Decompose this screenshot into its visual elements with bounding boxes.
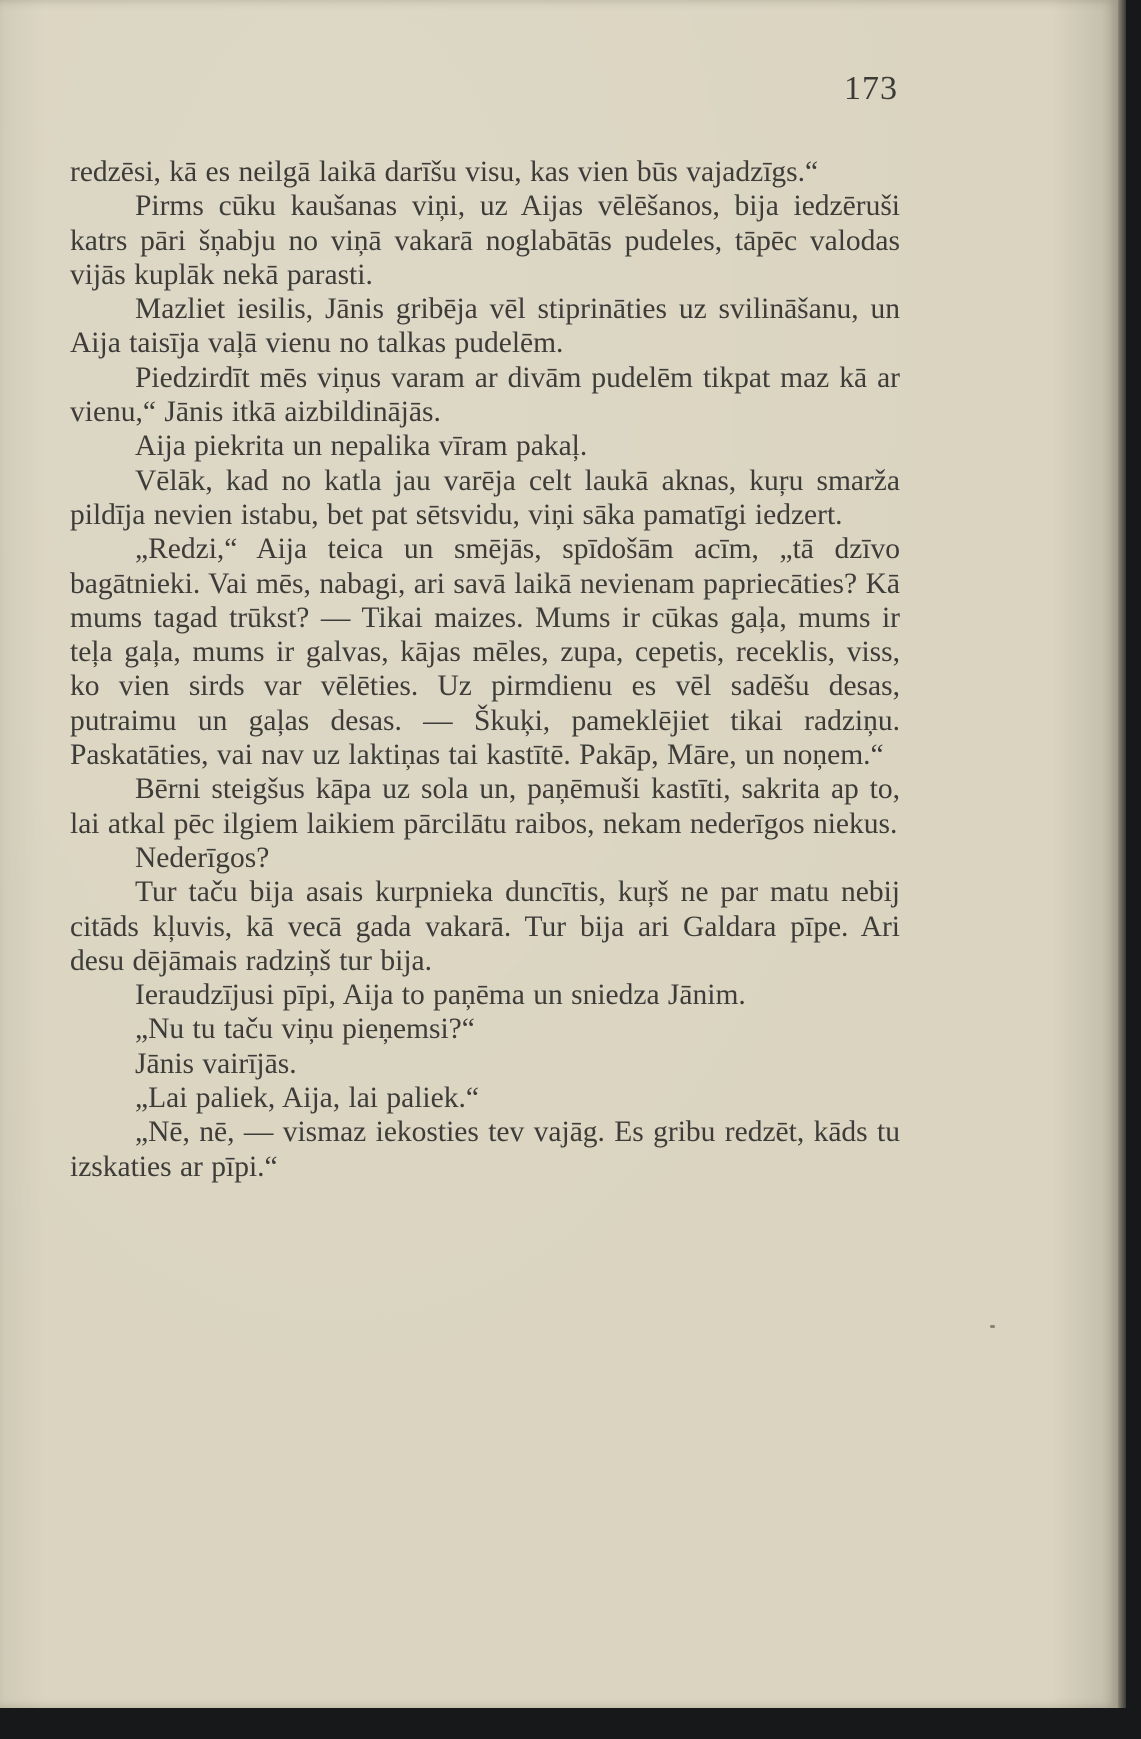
paragraph: Jānis vairījās. [135,1047,297,1080]
paper-speck [990,1325,995,1328]
paragraph: Aija piekrita un nepalika vīram pakaļ. [135,430,588,463]
paragraph: Tur taču bija asais kurpnieka duncītis, kuŗš ne par matu nebij citāds kļuvis, kā vecā gada vakarā. Tur bija ari Galdara pīpe. Ari desu dējāmais radziņš tur bija. [70,876,900,977]
paragraph: Nederīgos? [135,841,270,874]
paragraph: redzēsi, kā es neilgā laikā darīšu visu, kas vien būs vajadzīgs.“ [70,156,819,188]
paragraph: „Nē, nē, — vismaz iekosties tev vajāg. Es gribu redzēt, kāds tu izskaties ar pīpi.“ [70,1116,900,1183]
paragraph: Mazliet iesilis, Jānis gribēja vēl stiprināties uz svilināšanu, un Aija taisīja vaļā vienu no talkas pudelēm. [70,293,900,360]
paragraph: „Nu tu taču viņu pieņemsi?“ [135,1013,475,1046]
paragraph: Piedzirdīt mēs viņus varam ar divām pudelēm tikpat maz kā ar vienu,“ Jānis itkā aizbildinājās. [70,361,900,429]
paragraph: Vēlāk, kad no katla jau varēja celt laukā aknas, kuŗu smarža pildīja nevien istabu, bet pat sētsvidu, viņi sāka pamatīgi iedzert. [70,464,900,531]
paragraph: Pirms cūku kaušanas viņi, uz Aijas vēlēšanos, bija iedzēruši katrs pāri šņabju no viņā vakarā noglabātās pudeles, tāpēc valodas vijās kuplāk nekā parasti. [70,190,900,291]
page-number: 173 [844,70,898,107]
paragraph: Ieraudzījusi pīpi, Aija to paņēma un sniedza Jānim. [135,979,746,1012]
paragraph: „Lai paliek, Aija, lai paliek.“ [135,1082,479,1115]
paragraph: „Redzi,“ Aija teica un smējās, spīdošām acīm, „tā dzīvo bagātnieki. Vai mēs, nabagi, ari savā laikā nevienam papriecāties? Kā mums tagad trūkst? — Tikai maizes. Mums ir cūkas gaļa, mums ir teļa gaļa, mums ir galvas, kājas mēles, zupa, cepetis, receklis, viss, ko vien sirds var vēlēties. Uz pirmdienu es vēl sadēšu desas, putraimu un gaļas desas. — Škuķi, pameklējiet tikai radziņu. Paskatāties, vai nav uz laktiņas tai kastītē. Pakāp, Māre, un noņem.“ [70,533,900,772]
page-edge [1118,0,1126,1708]
body-text [70,155,900,1184]
paragraph: Bērni steigšus kāpa uz sola un, paņēmuši kastīti, sakrita ap to, lai atkal pēc ilgiem laikiem pārcilātu raibos, nekam nederīgos niekus. [70,773,900,840]
